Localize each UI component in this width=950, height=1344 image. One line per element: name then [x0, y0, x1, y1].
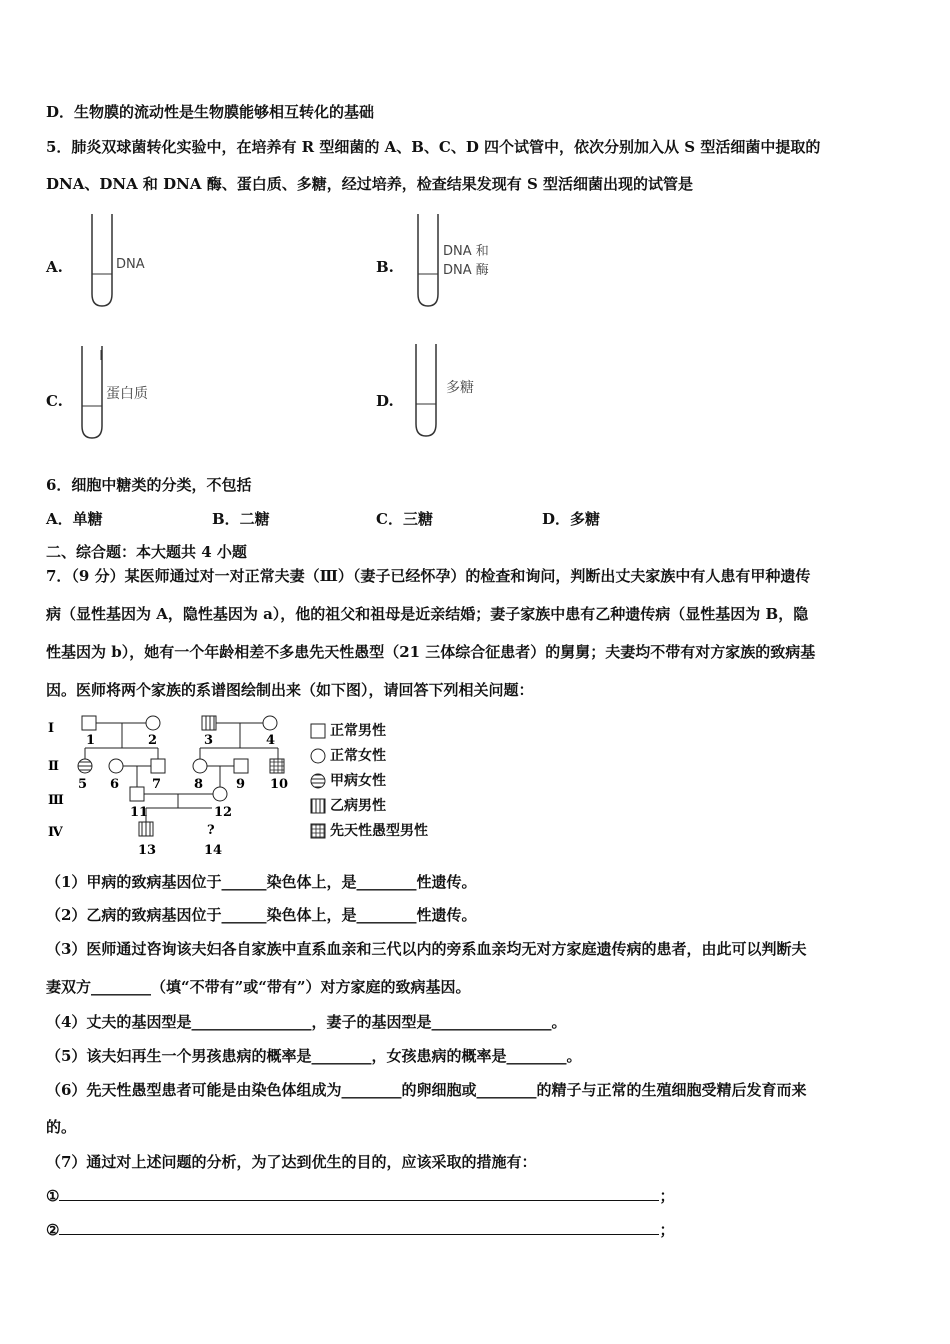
individual-1: [82, 716, 96, 730]
test-tube-a-icon: [90, 214, 114, 308]
q7-stem-line2: 病（显性基因为 A，隐性基因为 a），他的祖父和祖母是近亲结婚；妻子家族中患有乙种遗传病（显性基因为 B，隐: [46, 605, 809, 623]
tube-c-label: 蛋白质: [106, 386, 148, 402]
svg-text:12: 12: [214, 805, 233, 820]
svg-text:10: 10: [270, 777, 289, 792]
legend-normal-male: 正常男性: [310, 720, 386, 740]
subq-7: （7）通过对上述问题的分析，为了达到优生的目的，应该采取的措施有：: [46, 1153, 537, 1171]
subq-4: （4）丈夫的基因型是________________，妻子的基因型是________________。: [46, 1013, 567, 1031]
individual-5: [78, 759, 92, 773]
tube-b-label-2: DNA 酶: [443, 263, 489, 278]
subq-1: （1）甲病的致病基因位于______染色体上，是________性遗传。: [46, 873, 477, 891]
subq-6-line1: （6）先天性愚型患者可能是由染色体组成为________的卵细胞或________的精子与正常的生殖细胞受精后发育而来: [46, 1081, 807, 1099]
q7-stem-line4: 因。医师将两个家族的系谱图绘制出来（如下图），请回答下列相关问题：: [46, 681, 534, 699]
subq-5: （5）该夫妇再生一个男孩患病的概率是________，女孩患病的概率是________。: [46, 1047, 582, 1065]
q6-choice-d[interactable]: D．多糖: [542, 510, 601, 528]
q6-choice-c[interactable]: C．三糖: [376, 510, 433, 528]
individual-13: [139, 822, 153, 836]
individual-4: [263, 716, 277, 730]
legend-disease-a-female: 甲病女性: [310, 770, 386, 790]
legend-down-syndrome-male: 先天性愚型男性: [310, 820, 428, 840]
q7-stem-line1: 7．（9 分）某医师通过对一对正常夫妻（Ⅲ）（妻子已经怀孕）的检查和询问，判断出丈夫家族中有人患有甲种遗传: [46, 567, 811, 585]
q6-choice-a[interactable]: A．单糖: [46, 510, 103, 528]
svg-text:13: 13: [138, 843, 157, 858]
measure-2-blank[interactable]: [59, 1234, 659, 1235]
svg-text:8: 8: [194, 777, 204, 792]
subq-3-line2: 妻双方________（填“不带有”或“带有”）对方家庭的致病基因。: [46, 978, 471, 996]
legend-grid-square-icon: [310, 823, 326, 839]
svg-text:9: 9: [236, 777, 246, 792]
tube-a-label: DNA: [116, 257, 145, 272]
gen-label-3: Ⅲ: [48, 793, 64, 808]
q5-option-c-letter[interactable]: C.: [46, 392, 63, 410]
individual-6: [109, 759, 123, 773]
gen-label-4: Ⅳ: [48, 825, 63, 840]
q6-stem: 6．细胞中糖类的分类，不包括: [46, 476, 252, 494]
svg-text:1: 1: [86, 733, 96, 748]
q6-choice-b[interactable]: B．二糖: [212, 510, 270, 528]
legend-striped-square-icon: [310, 798, 326, 814]
q4-option-d: D．生物膜的流动性是生物膜能够相互转化的基础: [46, 103, 375, 121]
individual-11: [130, 787, 144, 801]
measure-1-marker: ①: [46, 1187, 60, 1205]
individual-9: [234, 759, 248, 773]
individual-3: [202, 716, 216, 730]
subq-2: （2）乙病的致病基因位于______染色体上，是________性遗传。: [46, 906, 477, 924]
individual-12: [213, 787, 227, 801]
q7-stem-line3: 性基因为 b），她有一个年龄相差不多患先天性愚型（21 三体综合征患者）的舅舅；夫妻均不带有对方家族的致病基: [46, 643, 816, 661]
measure-1: [46, 1186, 674, 1206]
measure-2: [46, 1220, 674, 1240]
test-tube-d-icon: [414, 344, 438, 438]
legend-circle-icon: [310, 748, 326, 764]
svg-text:3: 3: [204, 733, 214, 748]
individual-2: [146, 716, 160, 730]
svg-text:4: 4: [266, 733, 276, 748]
legend-normal-female: 正常女性: [310, 745, 386, 765]
svg-text:2: 2: [148, 733, 158, 748]
svg-text:11: 11: [130, 805, 149, 820]
test-tube-c-icon: [80, 346, 104, 440]
measure-2-end: ；: [659, 1221, 675, 1239]
legend-square-icon: [310, 723, 326, 739]
svg-text:6: 6: [110, 777, 120, 792]
gen-label-1: Ⅰ: [48, 721, 55, 736]
svg-text:14: 14: [204, 843, 223, 858]
q5-option-d-letter[interactable]: D.: [376, 392, 394, 410]
svg-text:5: 5: [78, 777, 88, 792]
legend-striped-circle-icon: [310, 773, 326, 789]
q5-stem-line2: DNA、DNA 和 DNA 酶、蛋白质、多糖，经过培养，检查结果发现有 S 型活细菌出现的试管是: [46, 175, 694, 193]
test-tube-b-icon: [416, 214, 440, 308]
tube-d-label: 多糖: [446, 380, 474, 396]
q5-stem-line1: 5．肺炎双球菌转化实验中，在培养有 R 型细菌的 A、B、C、D 四个试管中，依次分别加入从 S 型活细菌中提取的: [46, 138, 821, 156]
tube-b-label-1: DNA 和: [443, 244, 489, 259]
legend-disease-b-male: 乙病男性: [310, 795, 386, 815]
subq-6-line2: 的。: [46, 1118, 77, 1136]
gen-label-2: Ⅱ: [48, 759, 59, 774]
individual-8: [193, 759, 207, 773]
section-heading: 二、综合题：本大题共 4 小题: [46, 543, 247, 561]
q5-option-b-letter[interactable]: B.: [376, 258, 394, 276]
pedigree-chart: [40, 708, 310, 862]
q5-option-a-letter[interactable]: A.: [46, 258, 63, 276]
measure-1-end: ；: [659, 1187, 675, 1205]
svg-text:7: 7: [152, 777, 162, 792]
subq-3-line1: （3）医师通过咨询该夫妇各自家族中直系血亲和三代以内的旁系血亲均无对方家庭遗传病的患者，由此可以判断夫: [46, 940, 807, 958]
individual-14-unknown: ?: [207, 823, 215, 838]
measure-1-blank[interactable]: [59, 1200, 659, 1201]
individual-7: [151, 759, 165, 773]
individual-10: [270, 759, 284, 773]
measure-2-marker: ②: [46, 1221, 60, 1239]
